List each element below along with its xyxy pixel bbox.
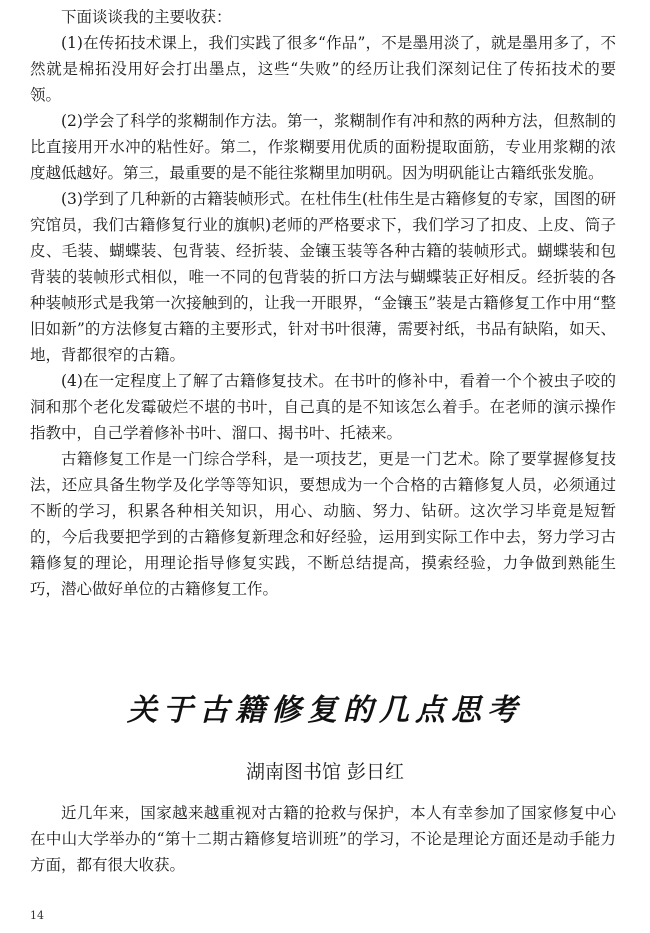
article-title: 关于古籍修复的几点思考: [127, 693, 523, 728]
article-two-body: [30, 800, 616, 878]
page-number: 14: [30, 909, 44, 922]
paragraph-point-2: (2)学会了科学的浆糊制作方法。第一，浆糊制作有冲和熬的两种方法，但熬制的比直接用开水冲的粘性好。第二，作浆糊要用优质的面粉提取面筋，专业用浆糊的浓度越低越好。第三，最重要的是不能往浆糊里加明矾。因为明矾能让古籍纸张发脆。: [30, 112, 616, 182]
paragraph-point-4: (4)在一定程度上了解了古籍修复技术。在书叶的修补中，看着一个个被虫子咬的洞和那个老化发霉破烂不堪的书叶，自己真的是不知该怎么着手。在老师的演示操作指教中，自己学着修补书叶、溜口、揭书叶、托裱来。: [30, 372, 616, 442]
paragraph-conclusion: 古籍修复工作是一门综合学科，是一项技艺，更是一门艺术。除了要掌握修复技法，还应具备生物学及化学等等知识，要想成为一个合格的古籍修复人员，必须通过不断的学习，积累各种相关知识，用心、动脑、努力、钻研。这次学习毕竟是短暂的，今后我要把学到的古籍修复新理念和好经验，运用到实际工作中去，努力学习古籍修复的理论，用理论指导修复实践，不断总结提高，摸索经验，力争做到熟能生巧，潜心做好单位的古籍修复工作。: [30, 450, 616, 598]
article-one-body: [30, 4, 616, 602]
paragraph-point-3: (3)学到了几种新的古籍装帧形式。在杜伟生(杜伟生是古籍修复的专家，国图的研究馆员，我们古籍修复行业的旗帜)老师的严格要求下，我们学习了扣皮、上皮、筒子皮、毛装、蝴蝶装、包背装、经折装、金镶玉装等各种古籍的装帧形式。蝴蝶装和包背装的装帧形式相似，唯一不同的包背装的折口方法与蝴蝶装正好相反。经折装的各种装帧形式是我第一次接触到的，让我一开眼界，“金镶玉”装是古籍修复工作中用“整旧如新”的方法修复古籍的主要形式，针对书叶很薄，需要衬纸，书品有缺陷，如天、地，背都很窄的古籍。: [30, 190, 617, 364]
paragraph-point-1: (1)在传拓技术课上，我们实践了很多“作品”，不是墨用淡了，就是墨用多了，不然就是棉拓没用好会打出墨点，这些“失败”的经历让我们深刻记住了传拓技术的要领。: [30, 34, 616, 104]
paragraph-intro: 下面谈谈我的主要收获：: [61, 8, 232, 26]
paragraph-opening: 近几年来，国家越来越重视对古籍的抢救与保护，本人有幸参加了国家修复中心在中山大学举办的“第十二期古籍修复培训班”的学习，不论是理论方面还是动手能力方面，都有很大收获。: [30, 804, 616, 874]
article-author: 湖南图书馆 彭日红: [245, 761, 405, 783]
